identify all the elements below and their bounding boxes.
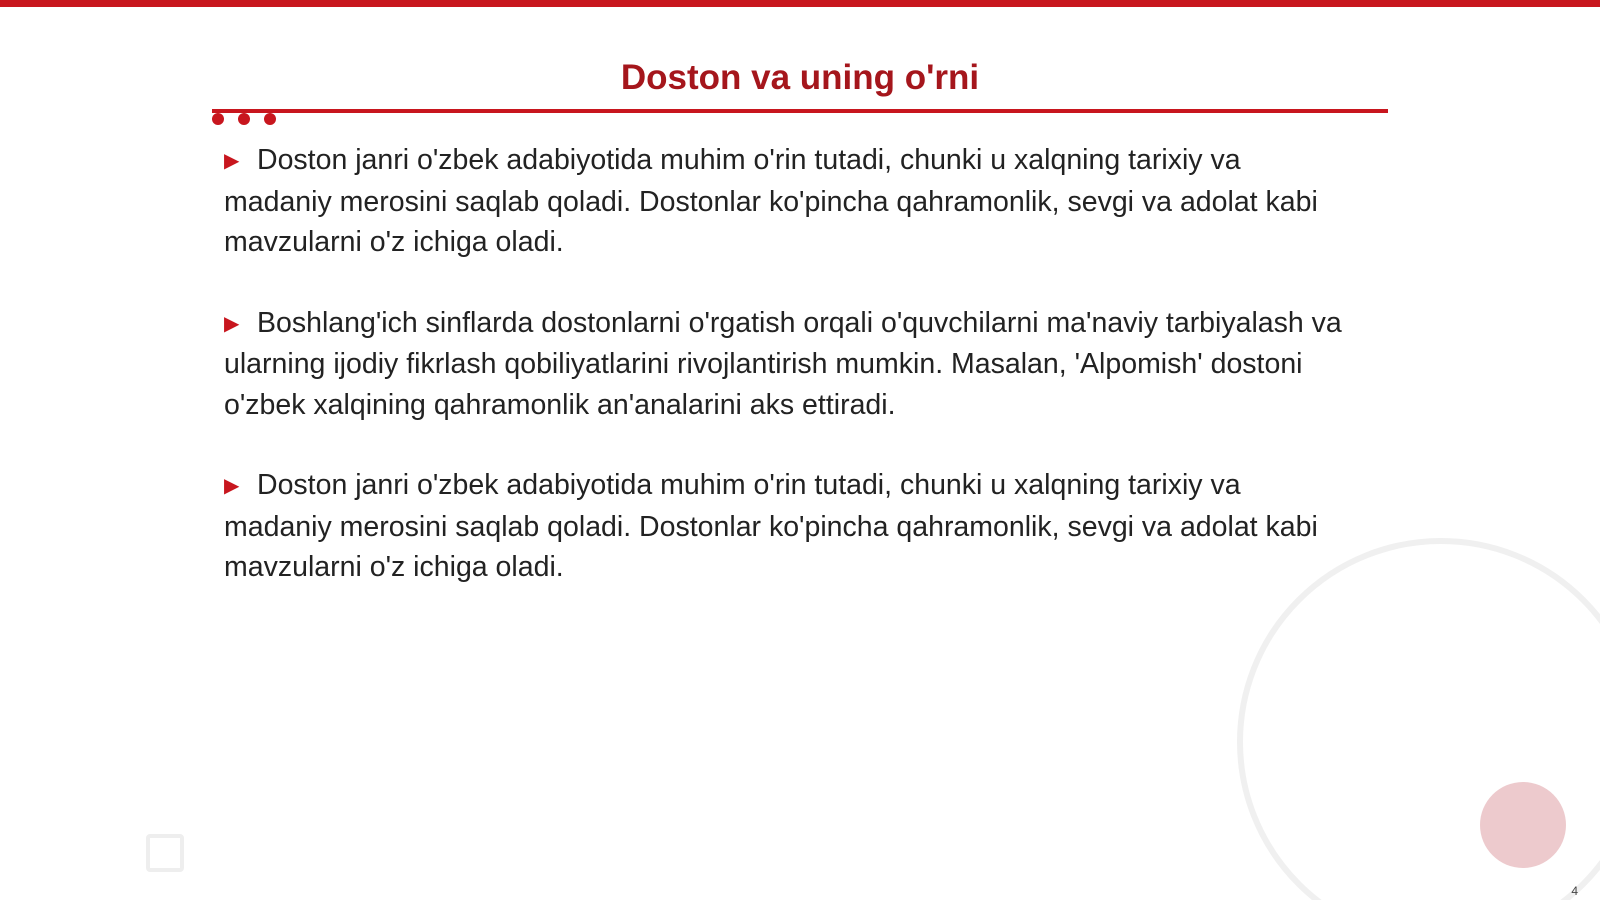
decorative-dot <box>238 113 250 125</box>
bullet-list <box>224 140 1354 628</box>
bullet-text: Doston janri o'zbek adabiyotida muhim o'rin tutadi, chunki u xalqning tarixiy va madaniy merosini saqlab qoladi. Dostonlar ko'pincha qahramonlik, sevgi va adolat kabi mavzularni o'z ichiga oladi. <box>224 144 1318 258</box>
bullet-arrow-icon: ▶ <box>224 312 240 335</box>
bullet-item <box>224 303 1354 426</box>
bullet-text: Boshlang'ich sinflarda dostonlarni o'rgatish orqali o'quvchilarni ma'naviy tarbiyalash va ularning ijodiy fikrlash qobiliyatlarini rivojlantirish mumkin. Masalan, 'Alpomish' dostoni o'zbek xalqining qahramonlik an'analarini aks ettiradi. <box>224 306 1342 421</box>
title-underline <box>212 109 1388 113</box>
top-accent-bar <box>0 0 1600 7</box>
decorative-dot <box>212 113 224 125</box>
bullet-arrow-icon: ▶ <box>224 475 240 497</box>
bullet-text: Doston janri o'zbek adabiyotida muhim o'rin tutadi, chunki u xalqning tarixiy va madaniy merosini saqlab qoladi. Dostonlar ko'pincha qahramonlik, sevgi va adolat kabi mavzularni o'z ichiga oladi. <box>224 469 1318 583</box>
bullet-item <box>224 465 1354 588</box>
slide-title: Doston va uning o'rni <box>620 58 980 97</box>
decorative-pink-circle <box>1480 782 1566 868</box>
page-number: 4 <box>1571 884 1578 898</box>
bullet-item <box>224 140 1354 263</box>
decorative-square <box>146 834 184 872</box>
decorative-dot <box>264 113 276 125</box>
bullet-arrow-icon: ▶ <box>224 150 240 172</box>
